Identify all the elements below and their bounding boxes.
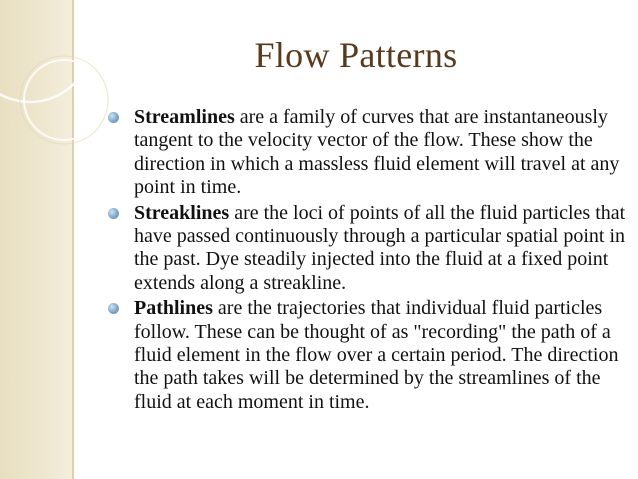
bullet-item-streamlines	[106, 106, 626, 200]
bullet-text: are the loci of points of all the fluid particles that have passed continuously through a particular spatial point in the past. Dye steadily injected into the fluid at a fixed point extends along a streakline.	[134, 201, 626, 294]
bullet-dot-icon	[108, 303, 119, 314]
bullet-item-streaklines	[106, 202, 626, 296]
bullet-term: Streaklines	[134, 201, 230, 224]
bullet-term: Pathlines	[134, 297, 213, 320]
bullet-text: are a family of curves that are instantaneously tangent to the velocity vector of the flow. These show the direction in which a massless fluid element will travel at any point in time.	[134, 106, 620, 199]
bullet-term: Streamlines	[134, 106, 235, 128]
bullet-dot-icon	[108, 208, 119, 219]
bullet-item-pathlines	[106, 297, 626, 414]
slide-title: Flow Patterns	[254, 35, 458, 75]
bullet-dot-icon	[108, 112, 119, 123]
bullet-list	[106, 106, 626, 416]
bullet-text: are the trajectories that individual fluid particles follow. These can be thought of as "recording" the path of a fluid element in the flow over a certain period. The direction the path takes will be determined by the streamlines of the fluid at each moment in time.	[134, 297, 619, 413]
